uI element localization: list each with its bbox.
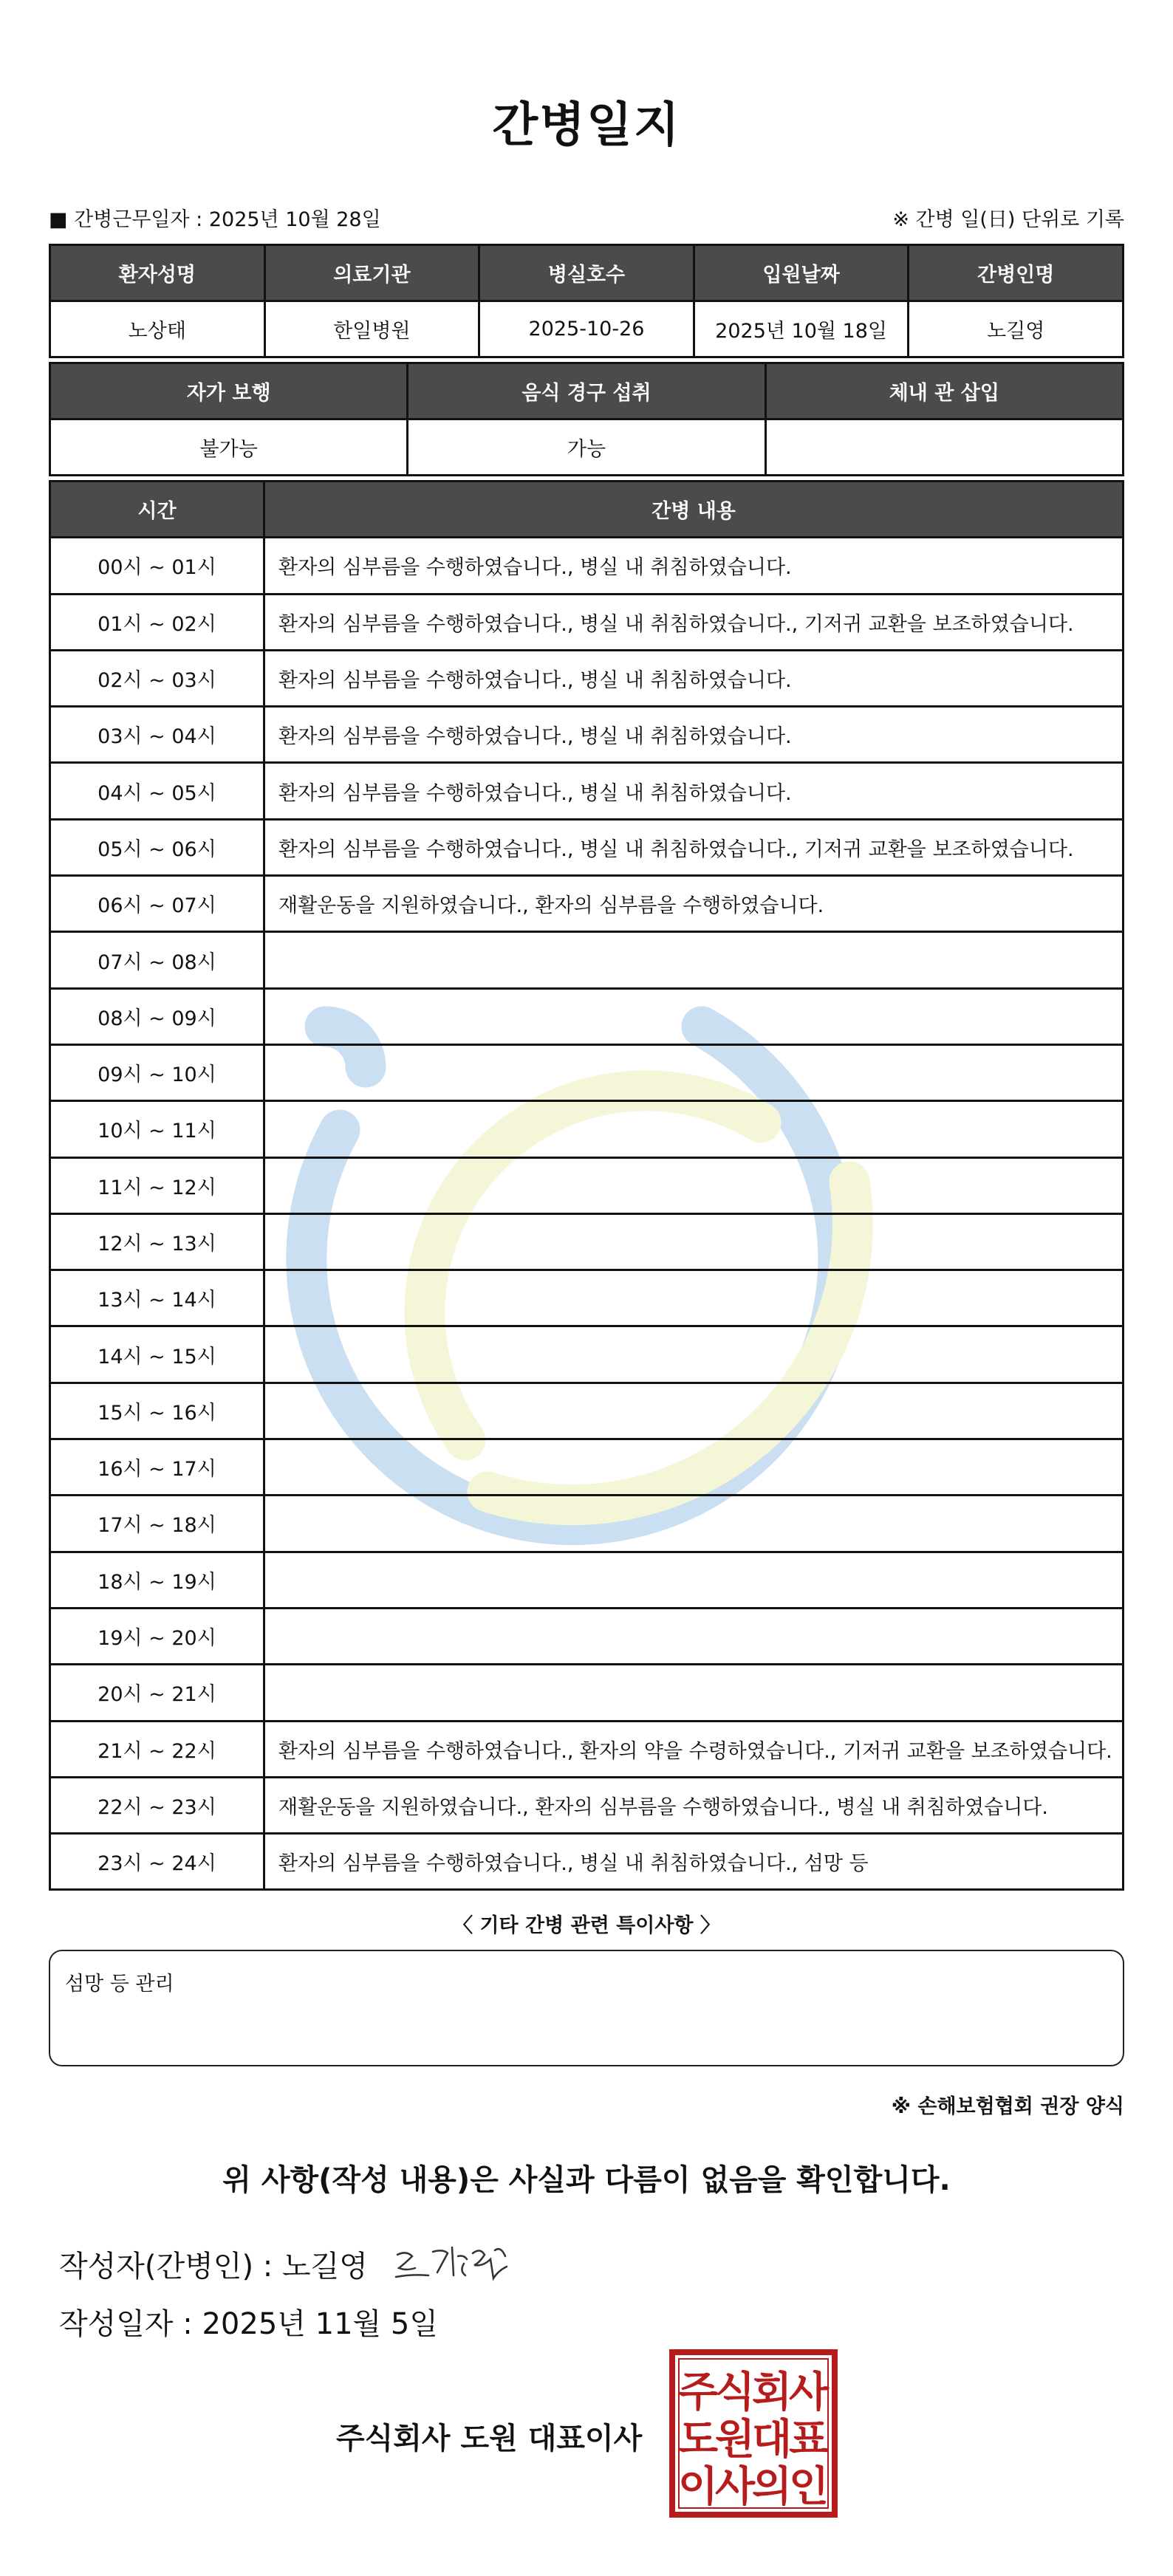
content-cell <box>264 1608 1124 1664</box>
patient-info-value-row <box>50 301 1124 357</box>
table-row <box>50 1777 1124 1833</box>
table-row <box>50 819 1124 875</box>
content-cell <box>264 1439 1124 1496</box>
content-cell: 환자의 심부름을 수행하였습니다., 병실 내 취침하였습니다., 기저귀 교환을 보조하였습니다. <box>264 819 1124 875</box>
company-seal <box>668 2349 838 2518</box>
time-cell: 22시 ~ 23시 <box>50 1777 264 1833</box>
special-notes-text: 섬망 등 관리 <box>65 1973 174 1996</box>
time-cell: 23시 ~ 24시 <box>50 1834 264 1890</box>
time-cell: 19시 ~ 20시 <box>50 1608 264 1664</box>
handwritten-signature <box>390 2234 516 2293</box>
content-cell <box>264 1101 1124 1157</box>
time-cell: 10시 ~ 11시 <box>50 1101 264 1157</box>
table-row <box>50 1721 1124 1777</box>
patient-status-table <box>49 362 1124 476</box>
table-row <box>50 1101 1124 1157</box>
time-cell: 21시 ~ 22시 <box>50 1721 264 1777</box>
time-cell: 08시 ~ 09시 <box>50 988 264 1044</box>
self-walking: 불가능 <box>50 419 408 476</box>
work-date: ■ 간병근무일자 : 2025년 10월 28일 <box>49 208 381 231</box>
caregiver-name: 노길영 <box>909 301 1124 357</box>
patient-name: 노상태 <box>50 301 265 357</box>
table-row <box>50 1213 1124 1270</box>
content-cell <box>264 1157 1124 1213</box>
table-row <box>50 932 1124 988</box>
table-row <box>50 763 1124 819</box>
time-cell: 18시 ~ 19시 <box>50 1552 264 1608</box>
patient-status-header-row <box>50 363 1124 419</box>
table-row <box>50 988 1124 1044</box>
time-cell: 07시 ~ 08시 <box>50 932 264 988</box>
content-cell <box>264 932 1124 988</box>
content-cell: 환자의 심부름을 수행하였습니다., 병실 내 취침하였습니다. <box>264 763 1124 819</box>
svg-text:주: 주 <box>677 2368 719 2416</box>
care-log-header-row <box>50 482 1124 538</box>
time-cell: 13시 ~ 14시 <box>50 1270 264 1326</box>
patient-info-table <box>49 244 1124 358</box>
hospital: 한일병원 <box>264 301 479 357</box>
content-cell <box>264 1383 1124 1439</box>
table-row <box>50 1608 1124 1664</box>
header-hospital: 의료기관 <box>264 245 479 301</box>
author-label: 작성자(간병인) : 노길영 <box>59 2249 368 2284</box>
content-cell <box>264 1496 1124 1552</box>
header-room-number: 병실호수 <box>479 245 694 301</box>
room-number: 2025-10-26 <box>479 301 694 357</box>
header-admission-date: 입원날짜 <box>694 245 909 301</box>
svg-text:표: 표 <box>788 2416 830 2464</box>
time-cell: 00시 ~ 01시 <box>50 538 264 594</box>
svg-text:대: 대 <box>751 2416 793 2464</box>
time-cell: 16시 ~ 17시 <box>50 1439 264 1496</box>
special-notes-box <box>49 1950 1124 2066</box>
time-cell: 14시 ~ 15시 <box>50 1326 264 1383</box>
content-cell <box>264 1326 1124 1383</box>
header-oral-intake: 음식 경구 섭취 <box>408 363 765 419</box>
content-cell <box>264 1665 1124 1721</box>
content-cell: 환자의 심부름을 수행하였습니다., 병실 내 취침하였습니다., 섬망 등 <box>264 1834 1124 1890</box>
svg-text:원: 원 <box>714 2416 756 2464</box>
table-row <box>50 1326 1124 1383</box>
table-row <box>50 1044 1124 1100</box>
table-row <box>50 594 1124 650</box>
table-row <box>50 1439 1124 1496</box>
content-cell <box>264 1213 1124 1270</box>
content-cell <box>264 1552 1124 1608</box>
written-date: 작성일자 : 2025년 11월 5일 <box>59 2307 438 2341</box>
time-cell: 01시 ~ 02시 <box>50 594 264 650</box>
header-tube-insertion: 체내 관 삽입 <box>765 363 1123 419</box>
recommended-form-note: ※ 손해보험협회 권장 양식 <box>891 2095 1124 2118</box>
svg-text:이: 이 <box>677 2463 719 2511</box>
header-patient-name: 환자성명 <box>50 245 265 301</box>
time-cell: 12시 ~ 13시 <box>50 1213 264 1270</box>
svg-text:식: 식 <box>714 2368 756 2416</box>
svg-text:인: 인 <box>788 2463 830 2511</box>
table-row <box>50 538 1124 594</box>
oral-intake: 가능 <box>408 419 765 476</box>
time-cell: 15시 ~ 16시 <box>50 1383 264 1439</box>
table-row <box>50 1552 1124 1608</box>
svg-text:도: 도 <box>677 2416 719 2464</box>
content-cell: 환자의 심부름을 수행하였습니다., 병실 내 취침하였습니다., 기저귀 교환을 보조하였습니다. <box>264 594 1124 650</box>
table-row <box>50 876 1124 932</box>
content-cell: 재활운동을 지원하였습니다., 환자의 심부름을 수행하였습니다. <box>264 876 1124 932</box>
unit-note: ※ 간병 일(日) 단위로 기록 <box>892 208 1124 231</box>
content-cell: 재활운동을 지원하였습니다., 환자의 심부름을 수행하였습니다., 병실 내 취침하였습니다. <box>264 1777 1124 1833</box>
company-representative: 주식회사 도원 대표이사 <box>336 2422 643 2456</box>
author-line <box>59 2234 516 2293</box>
content-cell: 환자의 심부름을 수행하였습니다., 병실 내 취침하였습니다. <box>264 650 1124 706</box>
confirmation-statement: 위 사항(작성 내용)은 사실과 다름이 없음을 확인합니다. <box>222 2163 951 2197</box>
time-cell: 02시 ~ 03시 <box>50 650 264 706</box>
tube-insertion <box>765 419 1123 476</box>
time-cell: 11시 ~ 12시 <box>50 1157 264 1213</box>
time-cell: 03시 ~ 04시 <box>50 707 264 763</box>
content-cell: 환자의 심부름을 수행하였습니다., 환자의 약을 수령하였습니다., 기저귀 교환을 보조하였습니다. <box>264 1721 1124 1777</box>
content-cell <box>264 1044 1124 1100</box>
table-row <box>50 1270 1124 1326</box>
table-row <box>50 650 1124 706</box>
table-row <box>50 1665 1124 1721</box>
header-care-content: 간병 내용 <box>264 482 1124 538</box>
patient-status-value-row <box>50 419 1124 476</box>
time-cell: 17시 ~ 18시 <box>50 1496 264 1552</box>
content-cell <box>264 988 1124 1044</box>
table-row <box>50 1496 1124 1552</box>
care-log-table <box>49 480 1124 1891</box>
table-row <box>50 1383 1124 1439</box>
svg-text:사: 사 <box>714 2463 756 2511</box>
header-caregiver-name: 간병인명 <box>909 245 1124 301</box>
time-cell: 04시 ~ 05시 <box>50 763 264 819</box>
svg-text:사: 사 <box>788 2368 830 2416</box>
table-row <box>50 1157 1124 1213</box>
header-time: 시간 <box>50 482 264 538</box>
document-title: 간병일지 <box>492 98 681 153</box>
table-row <box>50 1834 1124 1890</box>
time-cell: 20시 ~ 21시 <box>50 1665 264 1721</box>
table-row <box>50 707 1124 763</box>
time-cell: 05시 ~ 06시 <box>50 819 264 875</box>
content-cell <box>264 1270 1124 1326</box>
patient-info-header-row <box>50 245 1124 301</box>
admission-date: 2025년 10월 18일 <box>694 301 909 357</box>
content-cell: 환자의 심부름을 수행하였습니다., 병실 내 취침하였습니다. <box>264 538 1124 594</box>
svg-text:의: 의 <box>751 2463 793 2511</box>
content-cell: 환자의 심부름을 수행하였습니다., 병실 내 취침하였습니다. <box>264 707 1124 763</box>
time-cell: 09시 ~ 10시 <box>50 1044 264 1100</box>
time-cell: 06시 ~ 07시 <box>50 876 264 932</box>
svg-text:회: 회 <box>751 2368 793 2416</box>
special-notes-title: 〈 기타 간병 관련 특이사항 〉 <box>453 1914 720 1937</box>
header-self-walking: 자가 보행 <box>50 363 408 419</box>
